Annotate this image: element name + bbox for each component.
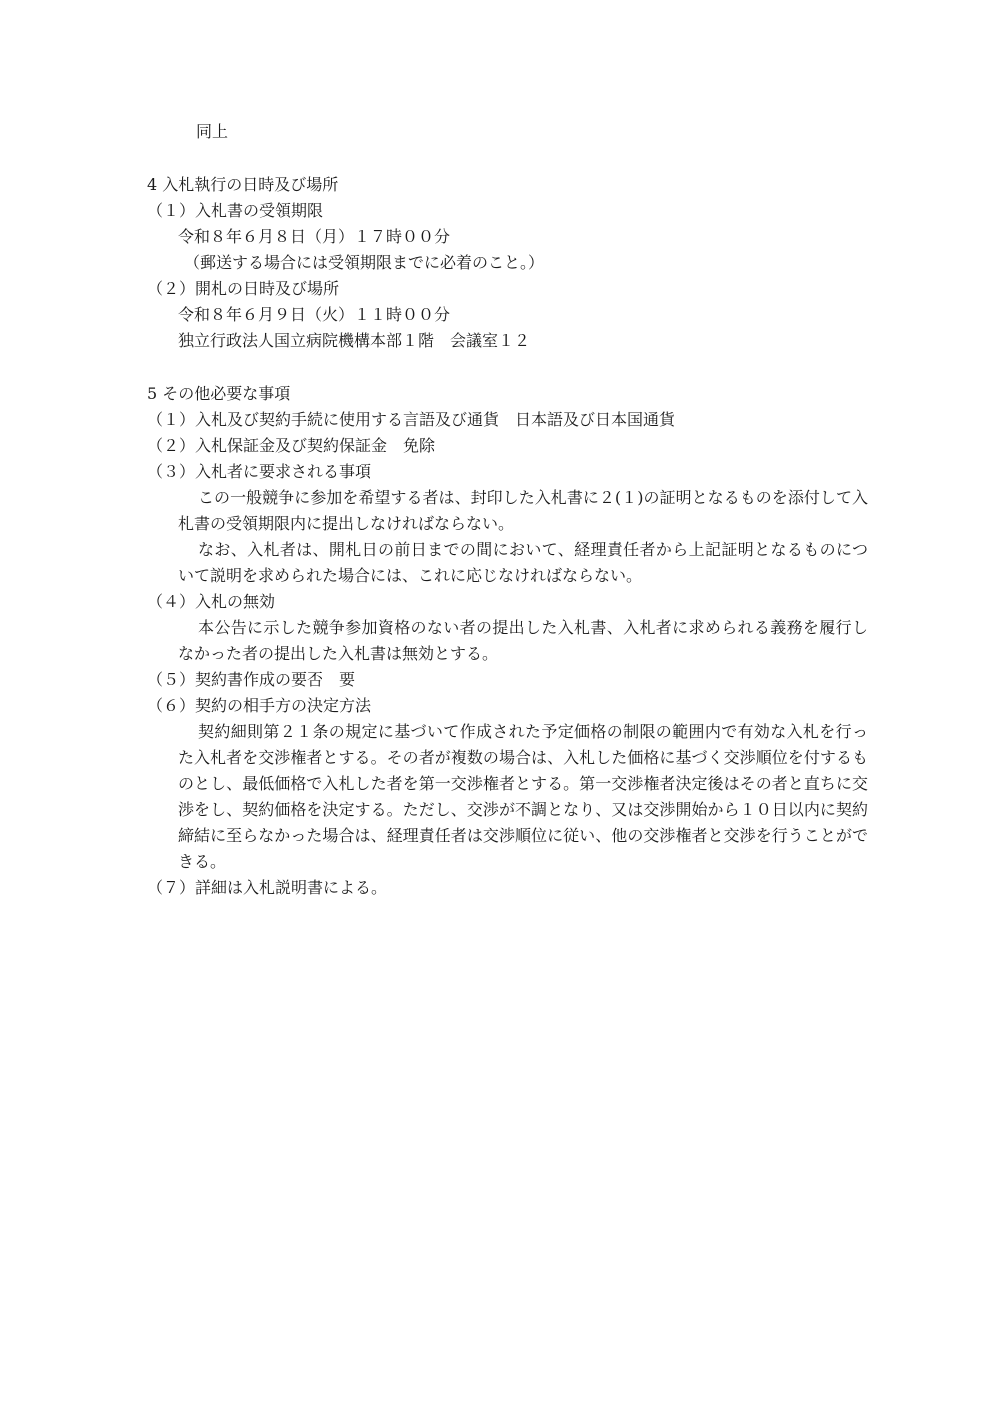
section-4-heading: 4 入札執行の日時及び場所: [147, 175, 339, 194]
section-4-item-1-label: （１）入札書の受領期限: [147, 201, 324, 220]
section-5-item-6-body: [178, 719, 868, 875]
section-5-item-4-label: （４）入札の無効: [147, 592, 276, 611]
item-6-paragraph: 契約細則第２１条の規定に基づいて作成された予定価格の制限の範囲内で有効な入札を行った入札者を交渉権者とする。その者が複数の場合は、入札した価格に基づく交渉順位を付するものとし、最低価格で入札した者を第一交渉権者とする。第一交渉権者決定後はその者と直ちに交渉をし、契約価格を決定する。ただし、交渉が不調となり、又は交渉開始から１０日以内に契約締結に至らなかった場合は、経理責任者は交渉順位に従い、他の交渉権者と交渉を行うことができる。: [178, 722, 868, 871]
section-4-item-2-label: （２）開札の日時及び場所: [147, 279, 340, 298]
item-4-paragraph: 本公告に示した競争参加資格のない者の提出した入札書、入札者に求められる義務を履行しなかった者の提出した入札書は無効とする。: [178, 618, 868, 663]
section-5-item-4-body: [178, 615, 868, 667]
item-3-paragraph-1: この一般競争に参加を希望する者は、封印した入札書に２(１)の証明となるものを添付して入札書の受領期限内に提出しなければならない。: [178, 488, 868, 533]
bid-opening-date: 令和８年６月９日（火）１１時００分: [178, 305, 451, 324]
section-5-item-1: （１）入札及び契約手続に使用する言語及び通貨 日本語及び日本国通貨: [147, 410, 676, 429]
section-5-item-3-label: （３）入札者に要求される事項: [147, 462, 372, 481]
section-5-heading: 5 その他必要な事項: [147, 384, 291, 403]
bid-opening-place: 独立行政法人国立病院機構本部１階 会議室１２: [178, 331, 531, 350]
section-5-item-5: （５）契約書作成の要否 要: [147, 670, 356, 689]
section-5-item-2: （２）入札保証金及び契約保証金 免除: [147, 436, 436, 455]
section-5-item-6-label: （６）契約の相手方の決定方法: [147, 696, 372, 715]
bid-deadline-note: （郵送する場合には受領期限までに必着のこと。）: [184, 253, 545, 272]
section-5-item-7: （７）詳細は入札説明書による。: [147, 878, 388, 897]
section-5-item-3-body: [178, 485, 868, 589]
bid-deadline-date: 令和８年６月８日（月）１７時００分: [178, 227, 451, 246]
same-as-above-text: 同上: [196, 122, 229, 141]
item-3-paragraph-2: なお、入札者は、開札日の前日までの間において、経理責任者から上記証明となるものについて説明を求められた場合には、これに応じなければならない。: [178, 540, 868, 585]
